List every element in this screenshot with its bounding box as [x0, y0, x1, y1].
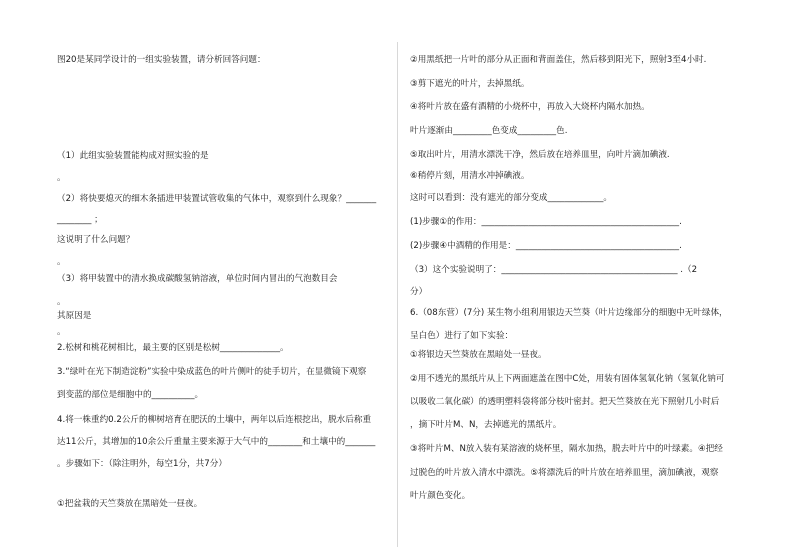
answer-end-mark: 。 — [57, 327, 66, 337]
q6-step-2-end: ，摘下叶片M、N，去掉遮光的黑纸片。 — [410, 420, 562, 430]
step-3: ③剪下遮光的叶片，去掉黑纸。 — [410, 79, 530, 89]
steps-intro: 。步骤如下：（除注明外，每空1分，共7分） — [57, 459, 227, 469]
q6-step-2-cont: 以吸收二氧化碳）的透明塑料袋将部分枝叶密封。把天竺葵放在光下照射几小时后 — [410, 397, 720, 407]
question-2-followup: 这说明了什么问题？ — [57, 235, 135, 245]
q6-step-3: ③将叶片M、N放入装有某溶液的烧杯里，隔水加热，脱去叶片中的叶绿素。④把经 — [410, 444, 723, 454]
q6-step-5: 叶片颜色变化。 — [410, 491, 471, 501]
question-2-line: （2）将快要熄灭的细木条插进甲装置试管收集的气体中，观察到什么现象？_______ — [57, 194, 377, 204]
question-1-line: （1）此组实验装置能构成对照实验的是 — [57, 151, 209, 161]
step-6: ⑥稍停片刻，用清水冲掉碘液。 — [410, 171, 530, 181]
question-6-continued: 呈白色）进行了如下实验： — [410, 331, 514, 341]
question-3-starch: 3.“绿叶在光下制造淀粉”实验中染成蓝色的叶片侧叶的徒手切片，在显微镜下观察 — [57, 367, 367, 377]
q6-step-4: 过脱色的叶片放入清水中漂洗。⑤将漂洗后的叶片放在培养皿里，滴加碘液，观察 — [410, 468, 719, 478]
sub-question-3-points: 分） — [410, 287, 428, 297]
answer-end-mark: 。 — [57, 257, 66, 267]
step-1: ①把盆栽的天竺葵放在黑暗处一昼夜。 — [57, 499, 203, 509]
column-divider — [397, 42, 398, 547]
step-5: ⑤取出叶片，用清水漂洗干净，然后放在培养皿里，向叶片滴加碘液. — [410, 150, 670, 160]
question-4-continued: 达11公斤，其增加的10余公斤重量主要来源于大气中的________和土壤中的_______ — [57, 437, 376, 447]
step-4: ④将叶片放在盛有酒精的小烧杯中，再放入大烧杯内隔水加热。 — [410, 102, 650, 112]
step-2: ②用黑纸把一片叶的部分从正面和背面盖住，然后移到阳光下，照射3至4小时. — [410, 55, 707, 65]
sub-question-1: (1)步骤①的作用：______________________________________________. — [410, 217, 682, 227]
sub-question-3: （3）这个实验说明了：_________________________________________ .（2 — [410, 265, 698, 275]
answer-blank-line: ________ ； — [57, 215, 103, 225]
q6-step-2: ②用不透光的黑纸片从上下两面遮盖在图中C处，用装有固体氢氧化钠（氢氧化钠可 — [410, 374, 725, 384]
question-4-willow: 4.将一株重约0.2公斤的柳树培育在肥沃的土壤中，两年以后连根挖出，脱水后称重 — [57, 415, 372, 425]
intro-line: 图20是某同学设计的一组实验装置，请分析回答问题： — [57, 55, 266, 65]
question-3-continued: 到变蓝的部位是细胞中的__________。 — [57, 390, 204, 400]
step-4-blank: 叶片逐渐由_________色变成_________色. — [410, 126, 568, 136]
reason-line: 其原因是 — [57, 311, 92, 321]
answer-end-mark: 。 — [57, 297, 66, 307]
observation-line: 这时可以看到：没有遮光的部分变成_____________。 — [410, 193, 612, 203]
question-3-line: （3）将甲装置中的清水换成碳酸氢钠溶液，单位时间内冒出的气泡数目会 — [57, 274, 338, 284]
question-6-line: 6.（08东营）(7分) 某生物小组利用银边天竺葵（叶片边缘部分的细胞中无叶绿体， — [410, 308, 728, 318]
answer-end-mark: 。 — [57, 173, 66, 183]
q6-step-1: ①将银边天竺葵放在黑暗处一昼夜。 — [410, 350, 547, 360]
question-2-pine: 2.松树和桃花树相比，最主要的区别是松树______________。 — [57, 343, 289, 353]
sub-question-2: (2)步骤④中酒精的作用是：______________________________________. — [410, 241, 682, 251]
